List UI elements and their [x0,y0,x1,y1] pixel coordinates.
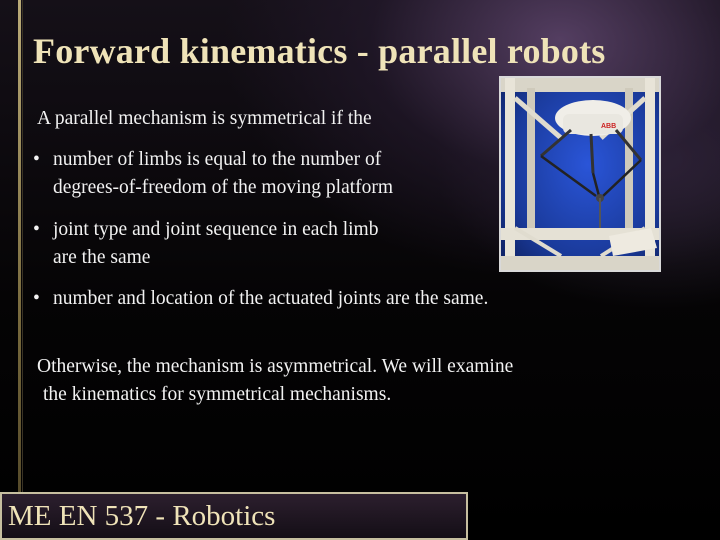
intro-text: A parallel mechanism is symmetrical if the [37,108,372,129]
bullet-item-actuated [33,285,488,313]
conclusion-line-2: the kinematics for symmetrical mechanisms. [43,384,392,405]
footer-bar [0,492,468,540]
bullet-icon: • [33,288,40,309]
bullet-line-2: are the same [53,247,151,268]
bullet-line-1: joint type and joint sequence in each limb [53,219,379,240]
conclusion-text [37,353,513,409]
bullet-line-2: degrees-of-freedom of the moving platform [53,177,394,198]
bullet-item-joints [33,216,378,272]
slide-title: Forward kinematics - parallel robots [33,31,606,71]
bullet-icon: • [33,219,40,240]
parallel-robot-photo [499,76,661,272]
bullet-icon: • [33,149,40,170]
course-label: ME EN 537 - Robotics [8,500,276,532]
accent-line-shadow [22,0,23,540]
abb-logo: ABB [601,123,617,130]
bullet-line-1: number of limbs is equal to the number of [53,149,382,170]
conclusion-line-1: Otherwise, the mechanism is asymmetrical. We will examine [37,356,514,377]
robot-illustration-icon [501,78,659,270]
bullet-line-1: number and location of the actuated joints are the same. [53,288,489,309]
accent-line [18,0,21,540]
bullet-item-limbs [33,146,393,202]
